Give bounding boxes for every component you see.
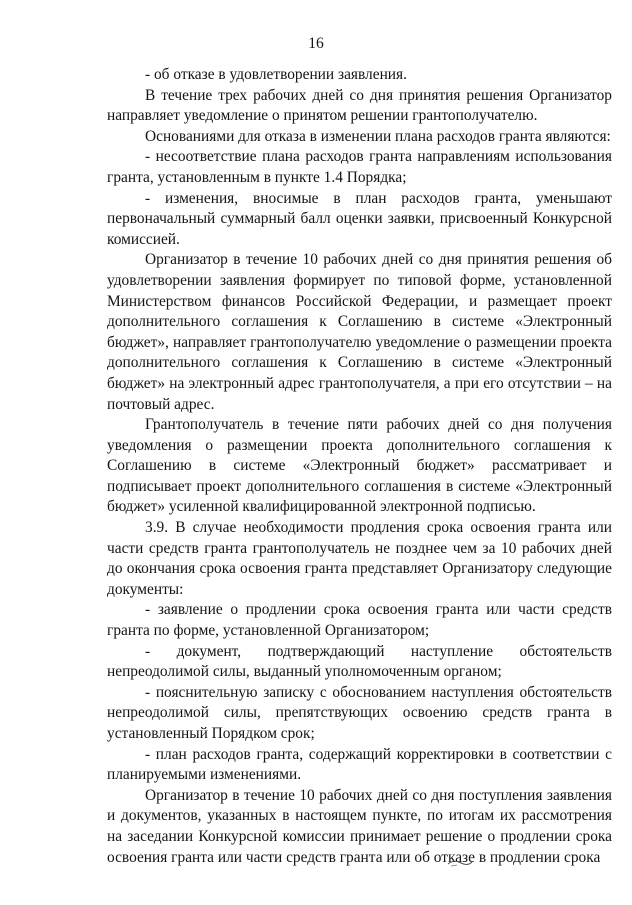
paragraph: 3.9. В случае необходимости продления срока освоения гранта или части средств гранта грантополучатель не позднее чем за 10 рабочих дней до окончания срока освоения гранта представляет Организатору следующие документы: [107, 519, 612, 598]
paragraph: В течение трех рабочих дней со дня принятия решения Организатор направляет уведомление о принятом решении грантополучателю. [107, 86, 612, 125]
pen-mark [447, 858, 473, 868]
paragraph: Организатор в течение 10 рабочих дней со дня поступления заявления и документов, указанных в настоящем пункте, по итогам их рассмотрения на заседании Конкурсной комиссии принимает решение о продлении срока освоения гранта или части средств гранта или об отказе в продлении срока [107, 786, 612, 866]
paragraph: Организатор в течение 10 рабочих дней со дня принятия решения об удовлетворении заявления формирует по типовой форме, установленной Министерством финансов Российской Федерации, и размещает проект дополнительного соглашения к Соглашению в системе «Электронный бюджет», направляет грантополучателю уведомление о размещении проекта дополнительного соглашения к Соглашению в системе «Электронный бюджет» на электронный адрес грантополучателя, а при его отсутствии – на почтовый адрес. [107, 251, 612, 413]
list-item: - документ, подтверждающий наступление обстоятельств непреодолимой силы, выданный уполномоченным органом; [107, 642, 612, 681]
list-item: - заявление о продлении срока освоения гранта или части средств гранта по форме, установленной Организатором; [107, 601, 612, 640]
paragraph: - об отказе в удовлетворении заявления. [145, 66, 407, 83]
page-number: 16 [308, 35, 324, 52]
paragraph: Грантополучатель в течение пяти рабочих дней со дня получения уведомления о размещении проекта дополнительного соглашения к Соглашению в системе «Электронный бюджет» рассматривает и подписывает проект дополнительного соглашения в системе «Электронный бюджет» усиленной квалифицированной электронной подписью. [107, 416, 612, 516]
list-item: - план расходов гранта, содержащий корректировки в соответствии с планируемыми изменениями. [107, 745, 612, 784]
paragraph: Основаниями для отказа в изменении плана расходов гранта являются: [145, 127, 611, 145]
list-item: - изменения, вносимые в план расходов гранта, уменьшают первоначальный суммарный балл оценки заявки, присвоенный Конкурсной комиссией. [107, 189, 612, 248]
list-item: - несоответствие плана расходов гранта направлениям использования гранта, установленным в пункте 1.4 Порядка; [107, 148, 612, 186]
list-item: - пояснительную записку с обоснованием наступления обстоятельств непреодолимой силы, препятствующих освоению средств гранта в установленный Порядком срок; [107, 683, 612, 742]
document-body [107, 65, 612, 868]
